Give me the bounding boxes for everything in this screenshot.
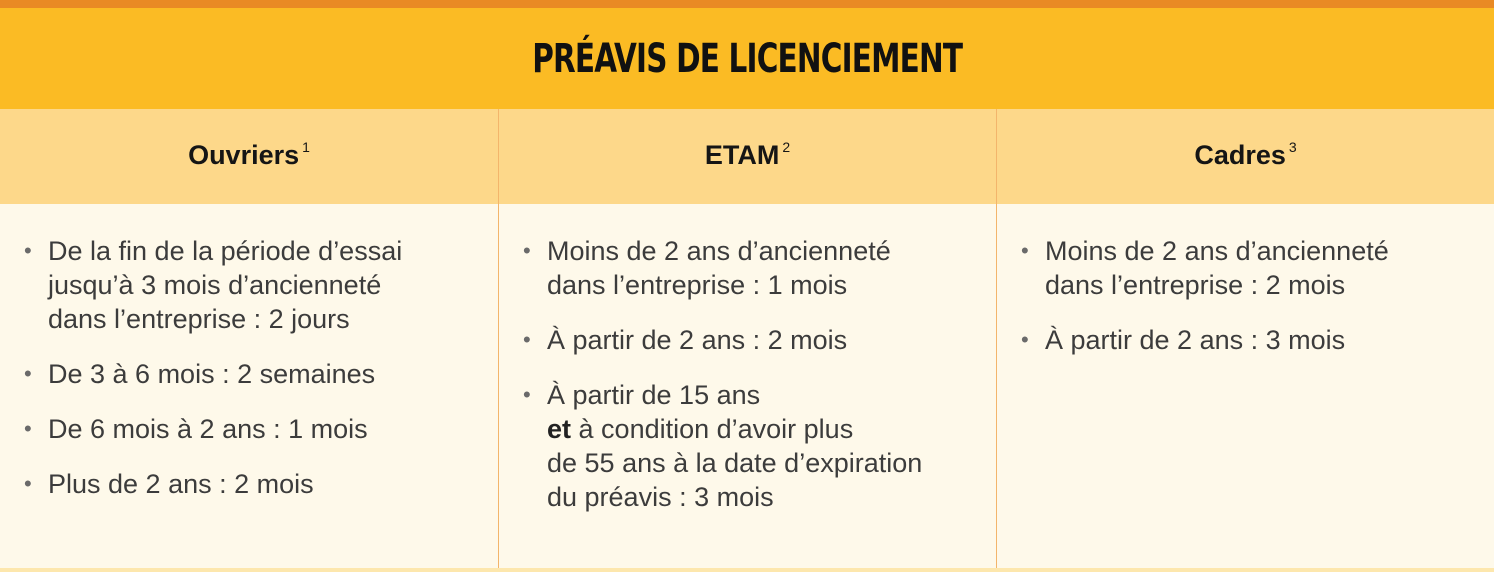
bullet-icon: • — [1021, 238, 1029, 263]
bullet-icon: • — [1021, 327, 1029, 352]
bullet-list — [499, 204, 996, 514]
footnote-marker: 2 — [782, 138, 791, 155]
list-item: • À partir de 2 ans : 3 mois — [1021, 325, 1346, 355]
list-item: • De 3 à 6 mois : 2 semaines — [24, 359, 376, 389]
column-header-cadres — [996, 109, 1494, 204]
bottom-border — [0, 568, 1494, 572]
column-etam — [498, 204, 996, 568]
bullet-list — [0, 204, 498, 501]
bullet-icon: • — [24, 238, 32, 263]
bullet-icon: • — [24, 471, 32, 496]
list-item: • Moins de 2 ans d’ancienneté dans l’entreprise : 1 mois — [523, 236, 891, 300]
header-label: Ouvriers $^1$ — [188, 138, 310, 170]
bullet-icon: • — [523, 327, 531, 352]
column-header-ouvriers — [0, 109, 498, 204]
top-stripe — [0, 0, 1494, 8]
list-item: • De la fin de la période d’essai jusqu’à 3 mois d’ancienneté dans l’entreprise : 2 jours — [24, 236, 403, 334]
bullet-list — [997, 204, 1494, 357]
list-item: • À partir de 15 ans et à condition d’avoir plus de 55 ans à la date d’expiration du préavis : 3 mois — [523, 380, 923, 512]
table-title: PRÉAVIS DE LICENCIEMENT — [532, 35, 962, 82]
title-bar — [0, 8, 1494, 109]
bullet-icon: • — [523, 382, 531, 407]
bullet-icon: • — [24, 361, 32, 386]
footnote-marker: 1 — [302, 138, 310, 155]
header-row — [0, 109, 1494, 204]
bullet-icon: • — [523, 238, 531, 263]
emphasis-text: et — [547, 414, 572, 444]
list-item: • Moins de 2 ans d’ancienneté dans l’entreprise : 2 mois — [1021, 236, 1389, 300]
column-header-etam — [498, 109, 996, 204]
body-row — [0, 204, 1494, 568]
header-label: ETAM $^2$ — [704, 138, 791, 170]
list-item: • De 6 mois à 2 ans : 1 mois — [24, 414, 368, 444]
column-ouvriers — [0, 204, 498, 568]
list-item: • À partir de 2 ans : 2 mois — [523, 325, 848, 355]
header-label: Cadres $^3$ — [1194, 138, 1297, 170]
footnote-marker: 3 — [1288, 138, 1297, 155]
list-item: • Plus de 2 ans : 2 mois — [24, 469, 314, 499]
column-cadres — [996, 204, 1494, 568]
bullet-icon: • — [24, 416, 32, 441]
